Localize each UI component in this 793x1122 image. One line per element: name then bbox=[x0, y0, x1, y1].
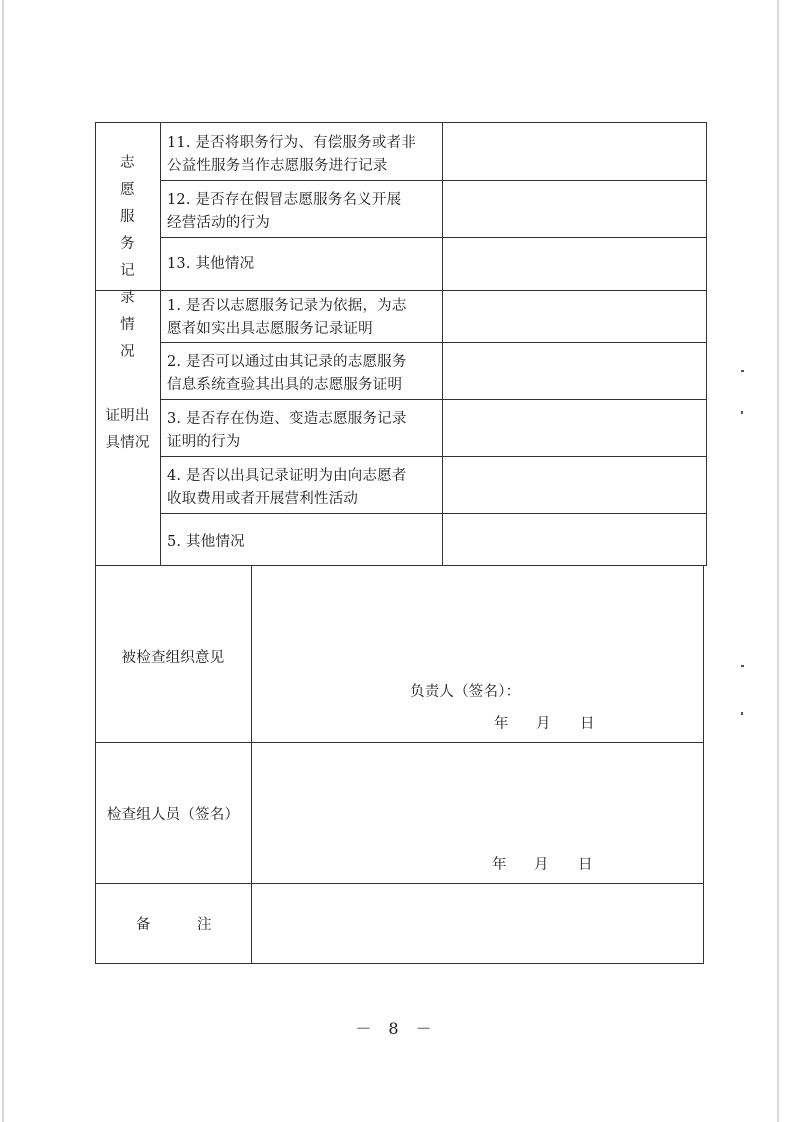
cert-item-2-line2: 信息系统查验其出具的志愿服务证明 bbox=[167, 377, 403, 393]
scan-speck bbox=[741, 665, 744, 667]
row-line bbox=[160, 237, 707, 238]
scan-speck bbox=[741, 411, 743, 414]
value-divider bbox=[442, 122, 443, 566]
row-line bbox=[160, 342, 707, 343]
row-line bbox=[160, 456, 707, 457]
org-date-day: 日 bbox=[580, 716, 595, 732]
row-line bbox=[95, 742, 704, 743]
inspectors-date-year: 年 bbox=[492, 857, 507, 873]
row-line bbox=[160, 399, 707, 400]
cert-item-4-line2: 收取费用或者开展营利性活动 bbox=[167, 491, 359, 507]
cert-item-2-line1: 2. 是否可以通过由其记录的志愿服务 bbox=[167, 354, 407, 370]
label-divider bbox=[251, 566, 252, 964]
remarks-label-b: 注 bbox=[197, 917, 212, 933]
category-certificates: 证明出具情况 bbox=[105, 408, 150, 451]
org-date-month: 月 bbox=[536, 716, 551, 732]
page-edge-left bbox=[2, 0, 4, 1122]
category-divider bbox=[160, 122, 161, 566]
item-11-line1: 11. 是否将职务行为、有偿服务或者非 bbox=[167, 135, 416, 151]
cert-item-3-line2: 证明的行为 bbox=[167, 434, 241, 450]
org-opinion-label: 被检查组织意见 bbox=[121, 650, 225, 666]
inspectors-date-month: 月 bbox=[534, 857, 549, 873]
page-edge-right bbox=[777, 0, 779, 1122]
item-12-line1: 12. 是否存在假冒志愿服务名义开展 bbox=[167, 192, 402, 208]
row-line bbox=[160, 513, 707, 514]
org-date-year: 年 bbox=[494, 716, 509, 732]
scan-speck bbox=[741, 712, 743, 715]
scan-speck bbox=[741, 370, 744, 372]
row-line bbox=[160, 180, 707, 181]
page-number: － 8 － bbox=[355, 1019, 438, 1038]
cert-item-1-line2: 愿者如实出具志愿服务记录证明 bbox=[167, 321, 373, 337]
group-separator bbox=[95, 290, 707, 291]
inspectors-date-day: 日 bbox=[578, 857, 593, 873]
item-13-line1: 13. 其他情况 bbox=[167, 256, 255, 272]
category-volunteer-records: 志愿服务记录情况 bbox=[120, 155, 135, 360]
cert-item-3-line1: 3. 是否存在伪造、变造志愿服务记录 bbox=[167, 411, 407, 427]
item-11-line2: 公益性服务当作志愿服务进行记录 bbox=[167, 158, 388, 174]
item-12-line2: 经营活动的行为 bbox=[167, 215, 270, 231]
row-line bbox=[95, 883, 704, 884]
org-signer-label: 负责人（签名）： bbox=[410, 684, 521, 700]
remarks-label-a: 备 bbox=[136, 917, 151, 933]
cert-item-5-line1: 5. 其他情况 bbox=[167, 534, 245, 550]
inspectors-label: 检查组人员（签名） bbox=[106, 807, 240, 823]
cert-item-1-line1: 1. 是否以志愿服务记录为依据，为志 bbox=[167, 298, 407, 314]
lower-table-border bbox=[95, 566, 704, 964]
cert-item-4-line1: 4. 是否以出具记录证明为由向志愿者 bbox=[167, 468, 407, 484]
